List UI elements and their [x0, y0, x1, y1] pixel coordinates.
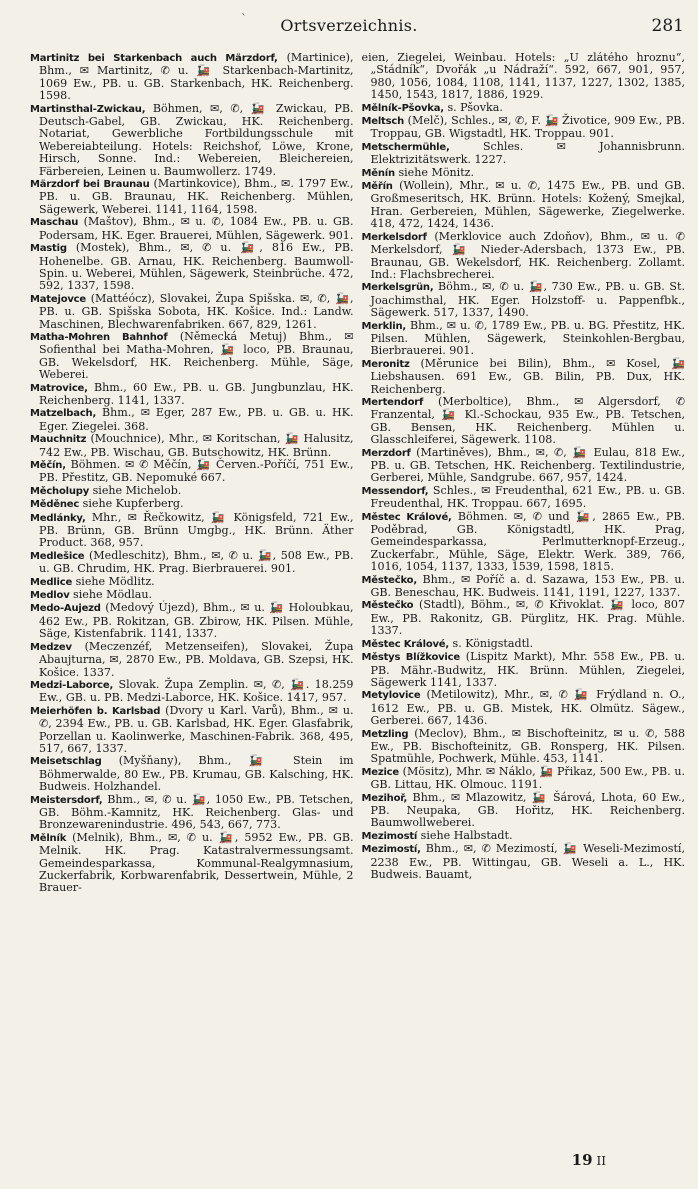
index-entry [362, 447, 686, 485]
entry-place-name: Meronitz [361, 358, 410, 370]
index-entry [362, 638, 686, 651]
index-entry [362, 167, 686, 180]
index-entry [30, 382, 354, 408]
entry-text: Bhm., ✉ Poříč a. d. Sazawa, 153 Ew., PB. u. GB. Beneschau, HK. Budweis. 1141, 1191, 1227, 1337. [370, 572, 685, 600]
index-entry [30, 832, 354, 895]
page-title: Ortsverzeichnis. [280, 16, 418, 35]
entry-place-name: Martinitz bei Starkenbach auch Märzdorf, [30, 53, 278, 64]
entry-text: Böhmen, ✉, ✆, 🚂 Zwickau, PB. Deutsch-Gabel, GB. Zwickau, HK. Reichenberg. Notariat, Gewerbliche Fortbildungsschule mit Webereiabteilung. Hotels: Reichshof, Löwe, Krone, Hirsch, Sonne. Ind.: Webereien, Bleichereien, Färbereien, Leinen u. Baumwollerz. 1749. [39, 101, 354, 178]
signature-roman: II [596, 1154, 606, 1168]
entry-text: (Mostek), Bhm., ✉, ✆ u. 🚂, 816 Ew., PB. Hohenelbe. GB. Arnau, HK. Reichenberg. Baumwoll-Spin. u. Weberei, Mühlen, Sägewerk, Steinbrüche. 472, 592, 1337, 1598. [39, 241, 354, 293]
entry-place-name: Matzelbach, [30, 408, 97, 420]
index-entry [30, 178, 354, 216]
index-entry [30, 242, 354, 293]
entry-text: (Lispitz Markt), Mhr. 558 Ew., PB. u. PB. Mähr.-Budwitz, HK. Brünn. Mühlen, Ziegelei, Sägewerk 1141, 1337. [370, 650, 685, 689]
entry-text: (Medleschitz), Bhm., ✉, ✆ u. 🚂, 508 Ew., PB. u. GB. Chrudim, HK. Prag. Bierbrauerei. 901. [39, 548, 354, 576]
entry-place-name: Městys Blížkovice [361, 652, 460, 664]
entry-place-name: Městec Králové, [361, 511, 452, 523]
entry-text: (Merklovice auch Zdoňov), Bhm., ✉ u. ✆ Merkelsdorf, 🚂 Nieder-Adersbach, 1373 Ew., PB. Braunau, GB. Wekelsdorf, HK. Reichenberg. Zollamt. Ind.: Flachsbrecherei. [370, 229, 685, 281]
entry-place-name: Mělník-Pšovka, [361, 102, 444, 114]
index-entry [30, 755, 354, 793]
entry-text: Bhm., ✉ Eger, 287 Ew., PB. u. GB. u. HK. Eger. Ziegelei. 368. [39, 406, 354, 433]
entry-text: s. Königstadtl. [452, 636, 534, 650]
index-entry [30, 459, 354, 485]
entry-place-name: Martinsthal-Zwickau, [30, 103, 146, 115]
entry-place-name: Meistersdorf, [30, 794, 103, 806]
entry-place-name: Medlánky, [30, 512, 86, 524]
index-entry [30, 576, 354, 589]
index-entry [362, 689, 686, 727]
index-entry [30, 103, 354, 178]
index-entry [30, 679, 354, 705]
entry-place-name: Medzev [30, 641, 72, 653]
index-entry [362, 231, 686, 282]
entry-text: (Mouchnice), Mhr., ✉ Koritschan, 🚂 Halusitz, 742 Ew., PB. Wischau, GB. Butschowitz, HK. Brünn. [39, 432, 354, 459]
entry-text: (Merboltice), Bhm., ✉ Algersdorf, ✆ Franzental, 🚂 Kl.-Schockau, 935 Ew., PB. Tetschen, GB. Bensen, HK. Reichenberg. Mühlen u. Glasschleiferei, Sägewerk. 1108. [370, 394, 685, 447]
entry-text: siehe Halbstadt. [420, 828, 513, 842]
entry-place-name: Mezimostí, [361, 844, 421, 856]
index-entry [30, 216, 354, 242]
index-entry [362, 141, 686, 167]
index-entry [362, 396, 686, 447]
entry-place-name: Matrovice, [30, 382, 88, 394]
index-entry [30, 550, 354, 576]
entry-place-name: Meltsch [361, 116, 405, 128]
entry-place-name: Metschermühle, [361, 141, 450, 153]
entry-place-name: Městečko, [361, 574, 417, 586]
entry-text: Böhmen. ✉, ✆ und 🚂, 2865 Ew., PB. Poděbrad, GB. Königstadtl, HK. Prag, Gemeindesparkassa, Perlmutterknopf-Erzeug., Zuckerfabr., Mühle, Säge, Elektr. Werk. 389, 766, 1016, 1054, 1137, 1333, 1539, 1598, 1815. [370, 509, 685, 574]
entry-text: Bhm., ✉, ✆ Mezimostí, 🚂 Weseli-Mezimostí, 2238 Ew., PB. Wittingau, GB. Weseli a. L., HK. Budweis. Bauamt, [370, 842, 685, 881]
entry-place-name: Medo-Aujezd [30, 603, 101, 615]
entry-text: s. Pšovka. [447, 100, 503, 114]
index-entry [362, 843, 686, 881]
entry-place-name: Märzdorf bei Braunau [30, 179, 150, 191]
entry-text: (Mösitz), Mhr. ✉ Náklo, 🚂 Přikaz, 500 Ew., PB. u. GB. Littau, HK. Olmouc. 1191. [370, 764, 685, 792]
entry-place-name: Matha-Mohren Bahnhof [30, 331, 168, 343]
entry-place-name: Merzdorf [361, 447, 411, 459]
index-entry [30, 602, 354, 640]
entry-text: siehe Mödlitz. [75, 574, 155, 588]
entry-place-name: Mezimostí [361, 830, 418, 842]
entry-place-name: Mezihoř, [361, 792, 408, 804]
index-entry [362, 511, 686, 574]
entry-text: siehe Mödlau. [73, 588, 153, 602]
entry-place-name: Meierhöfen b. Karlsbad [30, 705, 161, 717]
index-entry [362, 485, 686, 511]
index-entry [362, 599, 686, 637]
index-entry [30, 498, 354, 511]
entry-text: (Maštov), Bhm., ✉ u. ✆, 1084 Ew., PB. u. GB. Podersam, HK. Eger. Brauerei, Mühlen, Sägewerk. 901. [39, 215, 354, 242]
entry-text: (Meclov), Bhm., ✉ Bischofteinitz, ✉ u. ✆, 588 Ew., PB. Bischofteinitz, GB. Ronsperg, HK. Pilsen. Spatmühle, Pochwerk, Mühle. 453, 1141. [370, 726, 685, 766]
index-entry [30, 293, 354, 331]
entry-text: (Mattéócz), Slovakei, Župa Spišska. ✉, ✆, 🚂, PB. u. GB. Spišska Sobota, HK. Košice. Ind.: Landw. Maschinen, Blechwarenfabriken. 667, 829, 1261. [39, 291, 354, 331]
entry-text: Slovak. Župa Zemplin. ✉, ✆, 🚂. 18.259 Ew., GB. u. PB. Medzi-Laborce, HK. Košice. 1417, 957. [39, 677, 354, 705]
entry-text: (Martinice), Bhm., ✉ Martinitz, ✆ u. 🚂 Starkenbach-Martinitz, 1069 Ew., PB. u. GB. Starkenbach, HK. Reichenberg. 1598. [39, 52, 354, 103]
entry-text: Bhm., ✉, ✆ u. 🚂, 1050 Ew., PB. Tetschen, GB. Böhm.-Kamnitz, HK. Reichenberg. Glas- und Bronzewarenindustrie. 496, 543, 667, 773. [39, 792, 354, 832]
entry-text: (Měrunice bei Bilin), Bhm., ✉ Kosel, 🚂 Liebshausen. 691 Ew., GB. Bilin, PB. Dux, HK. Reichenberg. [370, 356, 685, 396]
index-entry [362, 320, 686, 358]
entry-text: (Martiněves), Bhm., ✉, ✆, 🚂 Eulau, 818 Ew., PB. u. GB. Tetschen, HK. Reichenberg. Textilindustrie, Gerberei, Mühle, Sandgrube. 667, 957, 1424. [370, 445, 685, 485]
signature-mark [572, 1151, 606, 1169]
entry-text: (Metilowitz), Mhr., ✉, ✆ 🚂 Frýdland n. O., 1612 Ew., PB. u. GB. Mistek, HK. Olmütz. Sägew., Gerberei. 667, 1436. [370, 688, 685, 728]
index-entry [362, 574, 686, 600]
entry-text: Böhm., ✉, ✆ u. 🚂, 730 Ew., PB. u. GB. St. Joachimsthal, HK. Eger. Holzstoff- u. Pappenfbk., Sägewerk. 517, 1337, 1490. [370, 280, 685, 320]
entry-text: eien, Ziegelei, Weinbau. Hotels: „U zlátého hroznu“, „Stádník“, Dvořák „u Nádraží“. 592, 667, 901, 957, 980, 1056, 1084, 1108, 1141, 1137, 1227, 1302, 1385, 1450, 1543, 1817, 1886, 1929. [361, 52, 685, 102]
index-entry [30, 433, 354, 459]
entry-place-name: Matejovce [30, 293, 86, 305]
entry-place-name: Mertendorf [361, 396, 424, 408]
entry-place-name: Merkelsgrün, [361, 282, 434, 294]
entry-place-name: Měřín [361, 181, 393, 193]
index-entry [30, 512, 354, 550]
index-entry [30, 407, 354, 433]
entry-place-name: Medlešice [30, 550, 85, 562]
entry-text: (Německá Metuj) Bhm., ✉ Sofienthal bei Matha-Mohren, 🚂 loco, PB. Braunau, GB. Wekelsdorf, HK. Reichenberg. Mühle, Säge, Weberei. [39, 329, 354, 382]
index-entry [362, 358, 686, 396]
index-entry [362, 728, 686, 766]
index-entry [362, 792, 686, 830]
entry-text: (Wollein), Mhr., ✉ u. ✆, 1475 Ew., PB. und GB. Großmeseritsch, HK. Brünn. Hotels: Kožený, Smejkal, Hran. Gerbereien, Mühlen, Sägewerke, Ziegelwerke. 418, 472, 1424, 1436. [370, 179, 685, 231]
index-entry [362, 180, 686, 231]
entry-place-name: Měčín, [30, 460, 66, 471]
entry-place-name: Mastig [30, 243, 67, 255]
entry-text: Mhr., ✉ Řečkowitz, 🚂 Königsfeld, 721 Ew., PB. Brünn, GB. Brünn Umgbg., HK. Brünn. Äther Product. 368, 957. [39, 510, 354, 550]
entry-place-name: Měcholupy [30, 485, 90, 497]
left-column [30, 52, 354, 1130]
header-mark: ` [241, 12, 247, 26]
index-entry [362, 651, 686, 689]
entry-place-name: Metzling [361, 728, 409, 740]
entry-place-name: Medzi-Laborce, [30, 679, 114, 691]
entry-text: (Medový Újezd), Bhm., ✉ u. 🚂 Holoubkau, 462 Ew., PB. Rokitzan, GB. Zbirow, HK. Pilsen. Mühle, Säge, Kistenfabrik. 1141, 1337. [39, 601, 354, 641]
index-entry [30, 705, 354, 756]
right-column [362, 52, 686, 1130]
entry-place-name: Mělník [30, 832, 67, 844]
index-entry [30, 485, 354, 498]
index-entry [362, 281, 686, 319]
entry-place-name: Měděnec [30, 499, 80, 511]
entry-text: (Martinkovice), Bhm., ✉. 1797 Ew., PB. u. GB. Braunau, HK. Reichenberg. Mühlen, Sägewerk, Weberei. 1141, 1164, 1598. [39, 177, 354, 216]
entry-text: Bhm., ✉ Mlazowitz, 🚂 Šárová, Lhota, 60 Ew., PB. Neupaka, GB. Hořitz, HK. Reichenberg. Baumwollweberei. [370, 790, 685, 830]
entry-place-name: Medlov [30, 590, 70, 602]
entry-text: Bhm., 60 Ew., PB. u. GB. Jungbunzlau, HK. Reichenberg. 1141, 1337. [39, 380, 354, 407]
entry-place-name: Městec Králové, [361, 638, 449, 650]
entry-place-name: Městečko [361, 600, 414, 612]
entry-place-name: Merkelsdorf [361, 231, 427, 243]
index-entry [30, 52, 354, 103]
entry-text: siehe Kupferberg. [82, 497, 184, 511]
entry-text: Böhmen. ✉ ✆ Měčín, 🚂 Červen.-Poříčí, 751 Ew., PB. Přestitz, GB. Nepomuké 667. [39, 458, 354, 485]
index-entry [30, 794, 354, 832]
entry-text: (Stadtl), Böhm., ✉, ✆ Křivoklat. 🚂 loco, 807 Ew., PB. Rakonitz, GB. Pürglitz, HK. Prag. Mühle. 1337. [370, 598, 685, 638]
index-entry [30, 331, 354, 382]
index-columns [30, 52, 685, 1130]
entry-place-name: Messendorf, [361, 485, 429, 497]
index-entry [362, 766, 686, 792]
entry-place-name: Merklin, [361, 320, 406, 332]
entry-text: Bhm., ✉ u. ✆, 1789 Ew., PB. u. BG. Přestitz, HK. Pilsen. Mühlen, Sägewerk, Steinkohlen-Bergbau, Bierbrauerei. 901. [370, 318, 685, 358]
entry-place-name: Metylovice [361, 690, 421, 702]
entry-text: (Dvory u Karl. Varů), Bhm., ✉ u. ✆, 2394 Ew., PB. u. GB. Karlsbad, HK. Eger. Glasfabrik, Porzellan u. Kaolinwerke, Maschinen-Fabrik. 368, 495, 517, 667, 1337. [39, 703, 354, 755]
entry-text: Schles., ✉ Freudenthal, 621 Ew., PB. u. GB. Freudenthal, HK. Troppau. 667, 1695. [370, 483, 685, 511]
page-header [0, 10, 698, 40]
entry-text: (Myšňany), Bhm., 🚂 Stein im Böhmerwalde, 80 Ew., PB. Krumau, GB. Kalsching, HK. Budweis. Holzhandel. [39, 754, 354, 794]
entry-text: siehe Mönitz. [398, 165, 475, 179]
entry-text: (Melč), Schles., ✉, ✆, F. 🚂 Životice, 909 Ew., PB. Troppau, GB. Wigstadtl, HK. Troppau. 901. [370, 114, 685, 141]
page-number: 281 [651, 16, 684, 36]
entry-place-name: Mauchnitz [30, 434, 87, 446]
entry-text: siehe Michelob. [92, 483, 182, 497]
entry-place-name: Meisetschlag [30, 756, 102, 768]
entry-text: Schles. ✉ Johannisbrunn. Elektrizitätswerk. 1227. [370, 139, 685, 167]
entry-text: (Melnik), Bhm., ✉, ✆ u. 🚂, 5952 Ew., PB. GB. Melnik. HK. Prag. Katastralvermessungsamt. Gemeindesparkassa, Kommunal-Realgymnasium, Zuckerfabrik, Korbwarenfabrik, Dessertwein, Mühle, 2 Brauer- [39, 830, 354, 895]
entry-place-name: Medlice [30, 576, 73, 588]
entry-place-name: Měnín [361, 167, 395, 179]
index-entry [362, 115, 686, 141]
entry-place-name: Maschau [30, 217, 79, 229]
index-entry [30, 641, 354, 679]
entry-place-name: Mezice [361, 766, 399, 778]
entry-text: (Meczenzéf, Metzenseifen), Slovakei, Župa Abaujturna, ✉, 2870 Ew., PB. Moldava, GB. Szepsi, HK. Košice. 1337. [39, 639, 354, 679]
index-entry [362, 52, 686, 102]
signature-number: 19 [571, 1151, 593, 1169]
